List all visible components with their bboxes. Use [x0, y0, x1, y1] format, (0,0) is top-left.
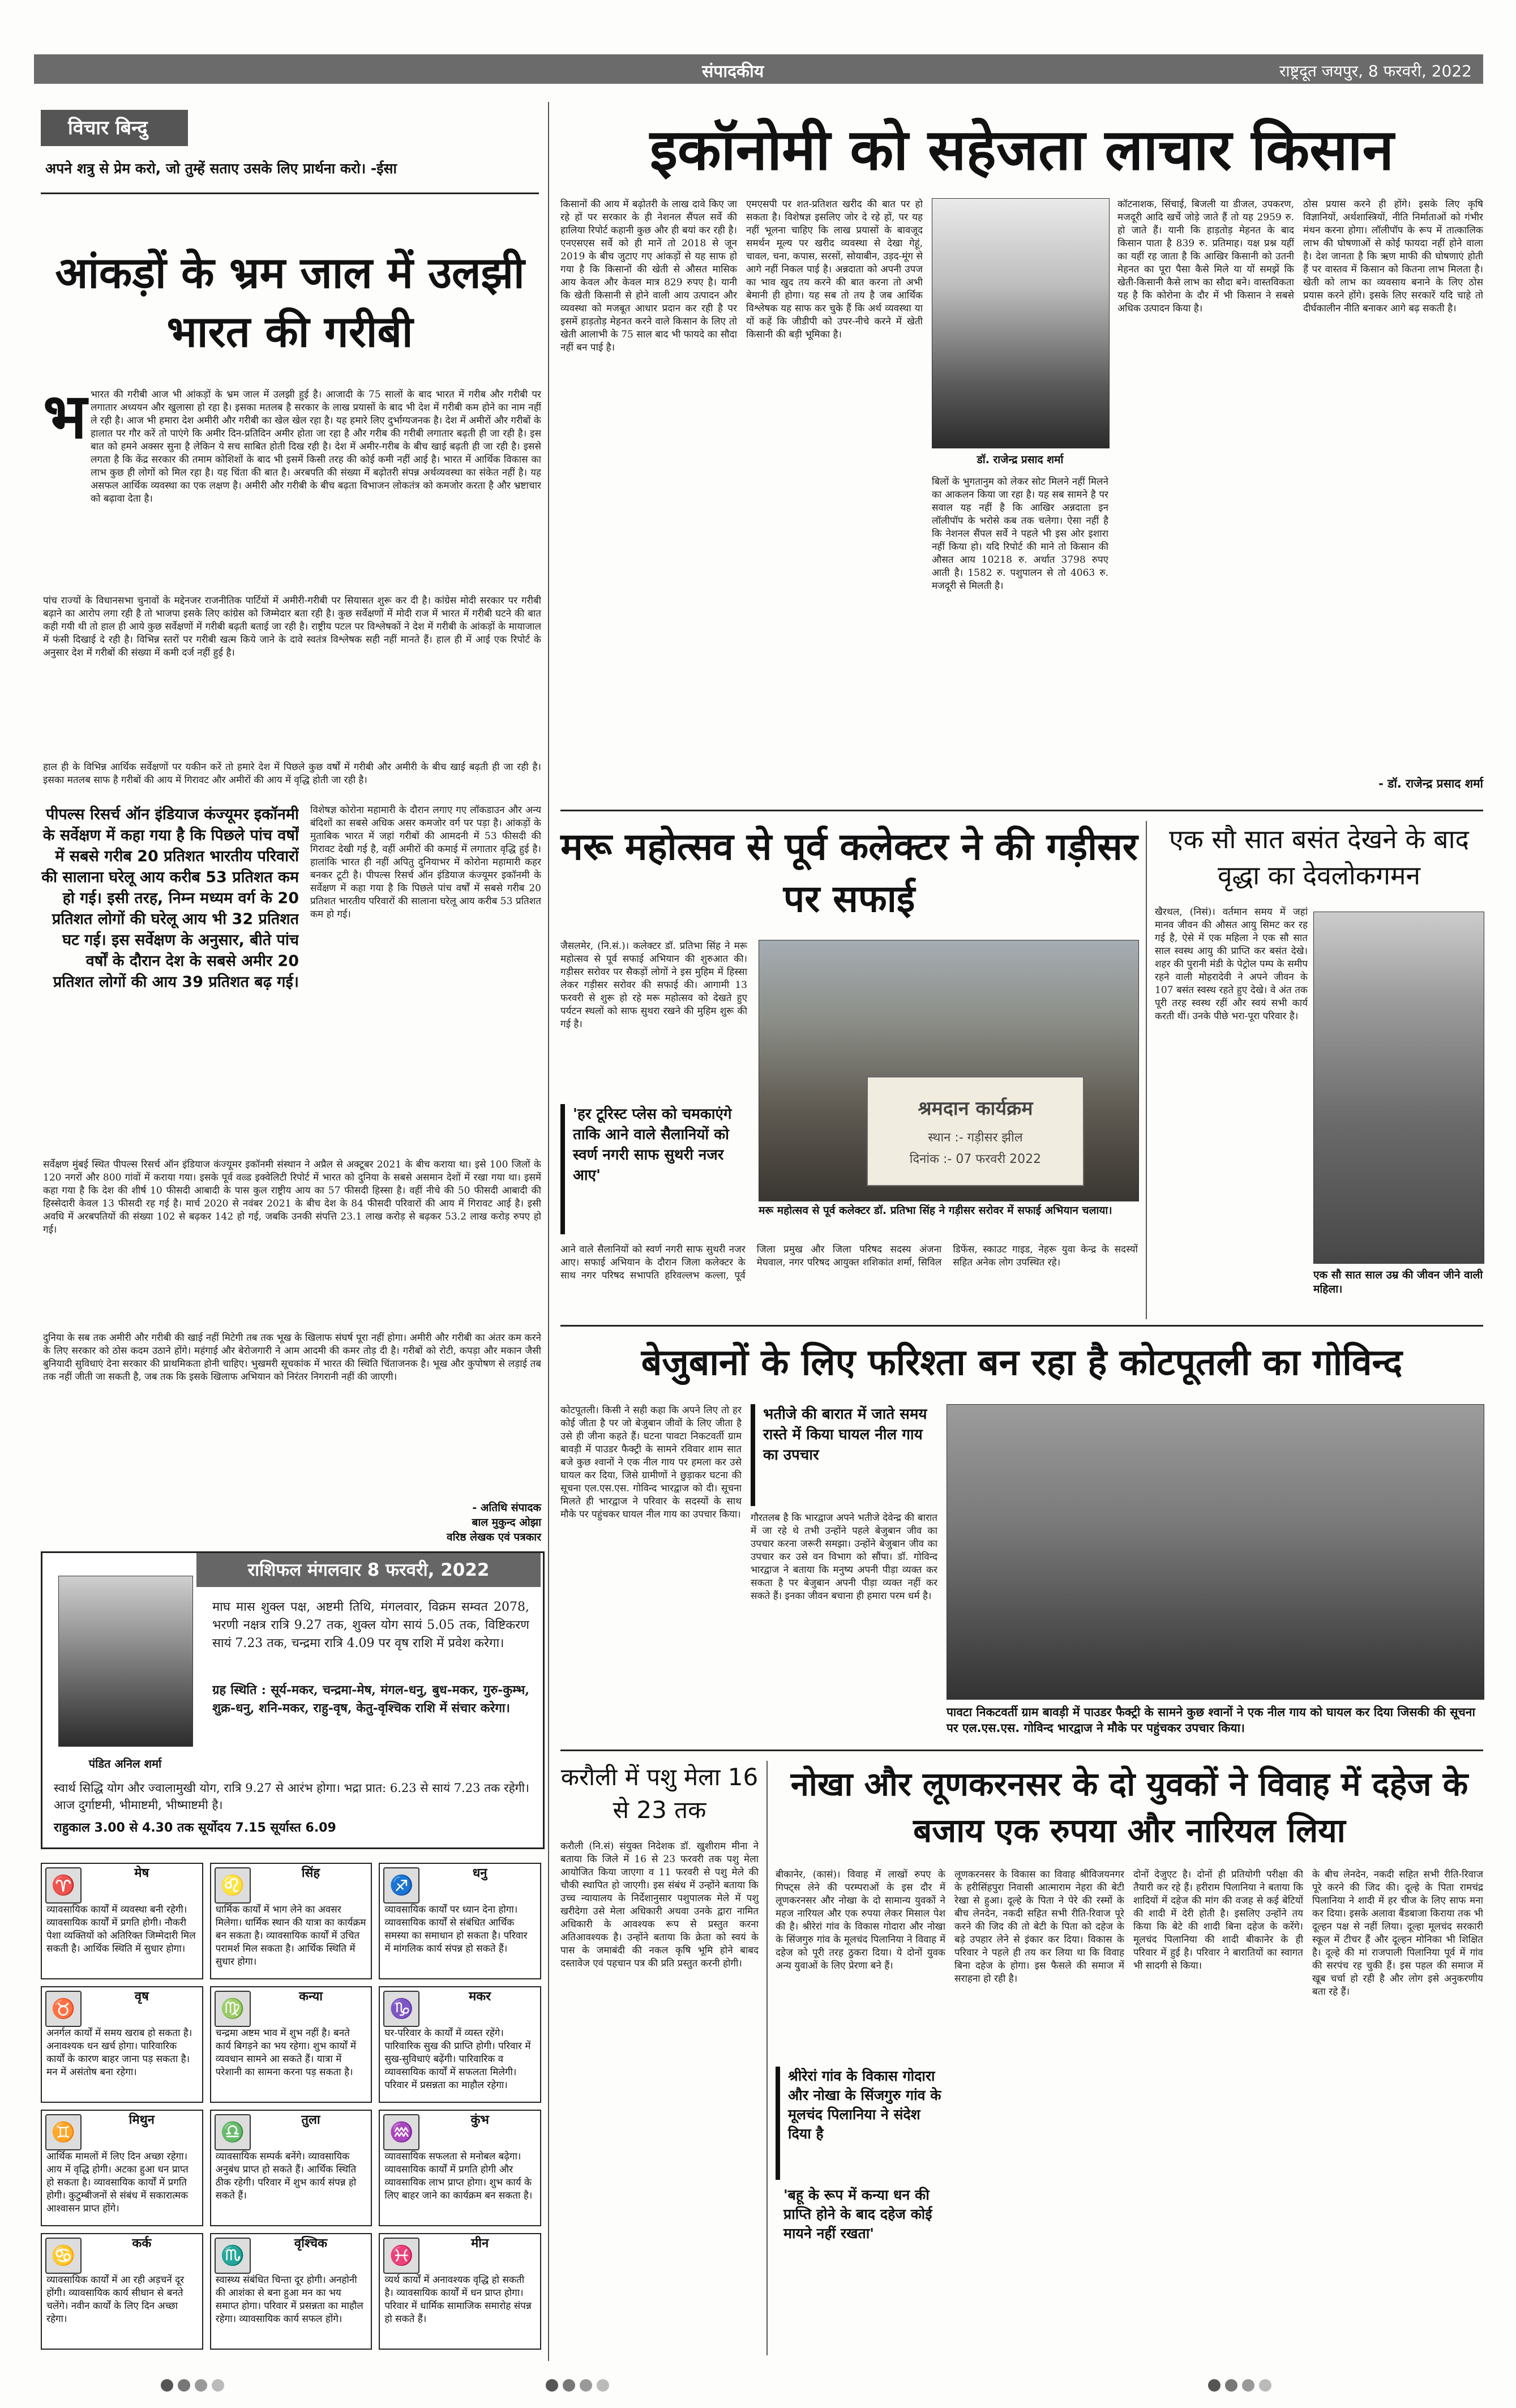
nokha-pullquote2: 'बहू के रूप में कन्या धन की प्राप्ति होने के बाद दहेज कोई मायने नहीं रखता': [783, 2187, 932, 2242]
editorial-para4: सर्वेक्षण मुंबई स्थित पीपल्स रिसर्च ऑन इंडियाज कंज्यूमर इकॉनमी संस्थान ने अप्रैल से अक्टूबर 2021 के बीच कराया था। इसे 100 जिलों के 120 नगरों और 800 गांवों में कराया गया। इसके पूर्व वल्र्ड इक्वेलिटी रिपोर्ट में भारत को दुनिया के सबसे असमान देशों में रखा गया था। इसमें कहा गया है कि देश की शीर्ष 10 फीसदी आबादी के पास कुल राष्ट्रीय आय का 57 फीसदी हिस्सा है। वहीं नीचे की 50 फीसदी आबादी की हिस्सेदारी केवल 13 फीसदी रह गई है। मार्च 2020 से नवंबर 2021 के बीच देश के 84 फीसदी परिवारों की आय में गिरावट आई है। इसी अवधि में अरबपतियों की संख्या 102 से बढ़कर 142 हो गई, जबकि उनकी संपत्ति 23.1 लाख करोड़ से बढ़कर 53.2 लाख करोड़ रुपए हो गई।: [43, 1159, 541, 1235]
farmer-col4: कॉटनाशक, सिंचाई, बिजली या डीजल, उपकरण, मजदूरी आदि खर्चे जोड़े जाते हैं तो यह 2959 रु. हो जाते हैं। यानी कि हाड़तोड़ मेहनत के बाद किसान पाता है 839 रु. प्रतिमाह। यक्ष प्रश्न यहीं का यहीं रह जाता है कि आखिर किसानी को उतनी मेहनत का पूरा पैसा कैसे मिले या यों समझें कि खेती-किसानी कैसे लाभ का सौदा बने। वास्तविकता यह है कि कोरोना के दौर में भी किसान ने सबसे अधिक उत्पादन किया है।: [1117, 199, 1294, 314]
capricorn-icon: ♑: [383, 1991, 419, 2027]
author-photo: [932, 198, 1110, 448]
govind-headline: बेजुबानों के लिए फरिश्ता बन रहा है कोटपूतली का गोविन्द: [641, 1342, 1403, 1384]
nokha-col4: के बीच लेनदेन, नकदी सहित सभी रीति-रिवाज पूरे करने की जिद की। दूल्हे के पिता रामचंद्र पिलानिया ने शादी में हर चीज के लिए साफ मना कर दिया। इसके अलावा बैंडबाजा किराया तक भी दूल्हन पक्ष से नहीं लिया। दूल्हा मूलचंद सरकारी स्कूल में टीचर हैं और दूल्हन मोनिका भी शिक्षित है। दूल्हे की मां राजपाली पिलानिया पूर्व में गांव की सरपंच रह चुकी हैं। इस पहल की समाज में खूब चर्चा हो रही है और लोग इसे अनुकरणीय बता रहे हैं।: [1312, 1869, 1483, 1998]
zodiac-cell: ♉ वृष अनर्गल कार्यों में समय खराब हो सकता है। अनावश्यक धन खर्च होगा। पारिवारिक कार्यों के कारण बाहर जाना पड़ सकता है। मन में असंतोष बना रहेगा।: [41, 1986, 203, 2103]
header-bar: [34, 54, 1483, 84]
maru-headline: मरू महोत्सव से पूर्व कलेक्टर ने की गड़ीसर पर सफाई: [560, 825, 1138, 921]
zodiac-cell: ♍ कन्या चन्द्रमा अष्टम भाव में शुभ नहीं है। बनते कार्य बिगड़ने का भय रहेगा। शुभ कार्यों में व्यवधान सामने आ सकते हैं। यात्रा में परेशानी का सामना करना पड़ सकता है।: [210, 1986, 372, 2103]
farmer-col2: एमएसपी पर शत-प्रतिशत खरीद की बात पर हो सकता है। विशेषज्ञ इसलिए जोर दे रहे हों, पर यह नहीं भूलना चाहिए कि लाख प्रयासों के बावजूद समर्थन मूल्य पर खरीद व्यवस्था से देखा गेहूं, चावल, चना, कपास, सरसों, सोयाबीन, उड़द-मूंग से आगे नहीं निकल पाई है। अन्नदाता को अपनी उपज का भाव खुद तय करने की बात करना तो अभी बेमानी ही होगा। यह सब तो तय है जब आर्थिक विश्लेषक यह साफ कर चुके हैं कि अर्थ व्यवस्था या यों कहें कि जीडीपी को उपर-नीचे करने में खेती किसानी की बड़ी भूमिका है।: [746, 199, 923, 340]
scorpio-icon: ♏: [215, 2238, 251, 2274]
maru-caption: मरू महोत्सव से पूर्व कलेक्टर डॉ. प्रतिभा सिंह ने गड़ीसर सरोवर में सफाई अभियान चलाया।: [759, 1204, 1112, 1217]
vichar-quote: अपने शत्रु से प्रेम करो, जो तुम्हें सताए उसके लिए प्रार्थना करो। -ईसा: [45, 160, 397, 177]
zodiac-cell: ♓ मीन व्यर्थ कार्यों में अनावश्यक वृद्धि हो सकती है। व्यावसायिक कार्यों में धन प्राप्त होगा। परिवार में धार्मिक सामाजिक समारोह संपन्न हो सकते हैं।: [379, 2233, 541, 2350]
vichar-label: विचार बिन्दु: [41, 110, 188, 146]
farmer-col3: बिलों के भुगतानुम को लेकर सोट मिलने नहीं मिलने का आकलन किया जा रहा है। यह सब सामने है पर सवाल यह नहीं है कि आखिर अन्नदाता इन लॉलीपॉप के भरोसे कब तक चलेगा। ऐसा नहीं है कि नेशनल सैंपल सर्वे ने पहले भी इस ओर इशारा नहीं किया हो। यदि रिपोर्ट की माने तो किसान की औसत आय 10218 रु. अर्थात 3798 रुपए आती है। 1582 रु. पशुपालन से तो 4063 रु. मजदूरी से मिलती है।: [932, 476, 1108, 592]
zodiac-cell: ♏ वृश्चिक स्वास्थ्य संबंधित चिन्ता दूर होगी। अनहोनी की आशंका से बना हुआ मन का भय समाप्त होगा। परिवार में प्रसन्नता का माहौल रहेगा। व्यावसायिक कार्य सफल होंगे।: [210, 2233, 372, 2350]
zodiac-cell: ♊ मिथुन आर्थिक मामलों में लिए दिन अच्छा रहेगा। आय में वृद्धि होगी। अटका हुआ धन प्राप्त हो सकता है। व्यावसायिक कार्यों में प्रगति होगी। कुटुम्बीजनों से संबंध में सकारात्मक आश्वासन प्राप्त होंगे।: [41, 2110, 203, 2226]
horoscope-intro: माघ मास शुक्ल पक्ष, अष्टमी तिथि, मंगलवार, विक्रम सम्वत 2078, भरणी नक्षत्र रात्रि 9.27 तक, शुक्ल योग सायं 5.05 तक, विष्टिकरण सायं 7.23 तक, चन्द्रमा रात्रि 4.09 पर वृष राशि में प्रवेश करेगा।: [212, 1600, 529, 1650]
editorial-headline: आंकड़ों के भ्रम जाल में उलझी भारत की गरीबी: [55, 247, 525, 357]
author-caption: डॉ. राजेन्द्र प्रसाद शर्मा: [977, 454, 1064, 466]
horoscope-title-bar: राशिफल मंगलवार 8 फरवरी, 2022: [196, 1553, 541, 1587]
editorial-signature: - अतिथि संपादक बाल मुकुन्द ओझा वरिष्ठ लेखक एवं पत्रकार: [447, 1502, 541, 1543]
pisces-icon: ♓: [383, 2238, 419, 2274]
gemini-icon: ♊: [45, 2114, 82, 2150]
horoscope-muhurat: स्वार्थ सिद्धि योग और ज्वालामुखी योग, रात्रि 9.27 से आरंभ होगा। भद्रा प्रात: 6.23 से सायं 7.23 तक रहेगी। आज दुर्गाष्टमी, भीमाष्टमी, भीष्माष्टमी है।: [54, 1781, 529, 1812]
sagittarius-icon: ♐: [383, 1867, 419, 1904]
virgo-icon: ♍: [215, 1991, 251, 2027]
vriddha-headline: एक सौ सात बसंत देखने के बाद वृद्धा का देवलोकगमन: [1169, 824, 1469, 891]
leo-icon: ♌: [215, 1867, 251, 1904]
taurus-icon: ♉: [45, 1991, 82, 2027]
farmer-col1: किसानों की आय में बढ़ोतरी के लाख दावे किए जा रहे हों पर सरकार के ही नेशनल सैंपल सर्वे की हालिया रिपोर्ट कहानी कुछ और ही बयां कर रही है। एनएसएस सर्वे को ही मानें तो 2018 से जून 2019 के बीच जुटाए गए आंकड़ों से यह साफ हो गया है कि किसानों की खेती से औसत मासिक आय केवल और केवल मात्र 829 रुपए है। यानी कि खेती किसानी से होने वाली आय उत्पादन और व्यवस्था को मजबूत आधार प्रदान कर रही है पर इसमें हाड़तोड़ मेहनत करने वाले किसान के लिए तो खेती आलाभी के 75 साल बाद भी फायदे का सौदा नहीं बन पाई है।: [560, 199, 737, 353]
color-dots-left: [159, 2379, 226, 2394]
karauli-headline: करौली में पशु मेला 16 से 23 तक: [560, 1763, 759, 1824]
govind-col1: कोटपूतली। किसी ने सही कहा कि अपने लिए तो हर कोई जीता है पर जो बेजुबान जीवों के लिए जीता है उसे ही जीना कहते हैं। घटना पावटा निकटवर्ती ग्राम बावड़ी में पाउडर फैक्ट्री के सामने रविवार शाम सात बजे कुछ श्वानों ने एक नील गाय पर हमला कर उसे घायल कर दिया, जिसे ग्रामीणों ने छुड़ाकर घटना की सूचना एल.एस.एस. गोविन्द भारद्वाज को दी। सूचना मिलते ही भारद्वाज ने परिवार के सदस्यों के साथ मौके पर पहुंचकर घायल नील गाय का उपचार किया।: [560, 1405, 742, 1520]
editorial-pullquote: पीपल्स रिसर्च ऑन इंडियाज कंज्यूमर इकॉनमी के सर्वेक्षण में कहा गया है कि पिछले पांच वर्षों में सबसे गरीब 20 प्रतिशत भारतीय परिवारों की सालाना घरेलू आय करीब 53 प्रतिशत कम हो गई। इसी तरह, निम्न मध्यम वर्ग के 20 प्रतिशत लोगों की घरेलू आय भी 32 प्रतिशत घट गई। इस सर्वेक्षण के अनुसार, बीते पांच वर्षों के दौरान देश के सबसे अमीर 20 प्रतिशत लोगों की आय 39 प्रतिशत बढ़ गई।: [41, 806, 299, 991]
pandit-name: पंडित अनिल शर्मा: [88, 1757, 162, 1770]
libra-icon: ♎: [215, 2114, 251, 2150]
aquarius-icon: ♒: [383, 2114, 419, 2150]
zodiac-cell: ♎ तुला व्यावसायिक सम्पर्क बनेंगे। व्यावसायिक अनुबंध प्राप्त हो सकते हैं। आर्थिक स्थिति ठीक रहेगी। परिवार में शुभ कार्य संपन्न हो सकते हैं।: [210, 2110, 372, 2226]
editorial-para1: भारत की गरीबी आज भी आंकड़ों के भ्रम जाल में उलझी हुई है। आजादी के 75 सालों के बाद भारत में गरीब और गरीबी पर लगातार अध्ययन और खुलासा हो रहा है। इसका मतलब है सरकार के लाख प्रयासों के बाद भी देश में गरीबी कम होने का नाम नहीं ले रही है। आज भी हमारा देश अमीरी और गरीबी का खेल खेल रहा है। यह हमारे लिए दुर्भाग्यजनक है। देश में अमीरों और गरीबों के हालात पर गौर करें तो पाएंगे कि अमीर दिन-प्रतिदिन अमीर होता जा रहा है और गरीब की गरीबी लगातार बढ़ती ही जा रही है। इस बात को हमने अक्सर सुना है लेकिन ये सच साबित होती दिख रही है। देश में अमीर-गरीब के बीच खाई बढ़ती ही जा रही है। इससे लगता है कि केंद्र सरकार की तमाम कोशिशों के बाद भी इसमें किसी तरह की कोई कमी नहीं आई है। भारत में आर्थिक विकास का लाभ कुछ ही लोगों को मिल रहा है। यह चिंता की बात है। अरबपति की संख्या में बढ़ोतरी संपन्न अर्थव्यवस्था का संकेत नहीं है। यह असफल आर्थिक व्यवस्था का एक लक्षण है। अमीरी और गरीबी के बीच बढ़ता विभाजन लोकतंत्र को कमजोर करता है और भ्रष्टाचार को बढ़ावा देता है।: [91, 389, 541, 504]
farmer-col5: ठोस प्रयास करने ही होंगे। इसके लिए कृषि विज्ञानियों, अर्थशास्त्रियों, नीति निर्माताओं को गंभीर मंथन करना होगा। लॉलीपॉप के रूप में तात्कालिक लाभ की घोषणाओं से कोई फायदा नहीं होने वाला है। देश जानता है कि ऋण माफी की घोषणाएं होती हैं पर वास्तव में किसान को कितना लाभ मिलता है। खेती को लाभ का व्यवसाय बनाने के लिए ठोस प्रयास करने होंगे। इसके लिए सरकारें यदि चाहे तो दीर्घकालीन नीति बनाकर आगे बढ़ सकती है।: [1303, 199, 1483, 314]
pandit-photo: [58, 1576, 193, 1747]
vriddha-caption: एक सौ सात साल उम्र की जीवन जीने वाली महिला।: [1313, 1269, 1483, 1295]
horoscope-rahu: राहुकाल 3.00 से 4.30 तक सूर्योदय 7.15 सूर्यास्त 6.09: [54, 1821, 336, 1835]
zodiac-cell: ♌ सिंह धार्मिक कार्यों में भाग लेने का अवसर मिलेगा। धार्मिक स्थान की यात्रा का कार्यक्रम बन सकता है। व्यावसायिक कार्यों में उचित परामर्श मिल सकता है। आर्थिक स्थिति में सुधार होगा।: [210, 1863, 372, 1979]
karauli-text: करौली (नि.सं) संयुक्त निदेशक डॉ. खुशीराम मीना ने बताया कि जिले में 16 से 23 फरवरी तक पशु मेला आयोजित किया जाएगा व 11 फरवरी से पशु मेले की चौकी स्थापित हो जाएगी। इस संबंध में उन्होंने बताया कि उच्च न्यायालय के निर्देशानुसार पशुपालक मेले में पशु खरीदेगा उसे मेला अधिकारी अथवा उनके द्वारा नामित अधिकारी के आवश्यक रूप से प्रस्तुत करना अतिआवश्यक है। उन्होंने बताया कि क्रेता को स्वयं के पास के जमाबंदी की नकल कृषि भूमि होने बाबद दस्तावेज एवं पहचान पत्र की प्रति प्रस्तुत करनी होगी।: [560, 1841, 759, 1969]
farmer-signature: - डॉ. राजेन्द्र प्रसाद शर्मा: [1378, 777, 1483, 790]
nokha-headline: नोखा और लूणकरनसर के दो युवकों ने विवाह में दहेज के बजाय एक रुपया और नारियल लिया: [790, 1765, 1468, 1850]
govind-pullquote: भतीजे की बारात में जाते समय रास्ते में किया घायल नील गाय का उपचार: [751, 1404, 937, 1506]
editorial-para5: दुनिया के सब तक अमीरी और गरीबी की खाई नहीं मिटेगी तब तक भूख के खिलाफ संघर्ष पूरा नहीं होगा। अमीरी और गरीबी का अंतर कम करने के लिए सरकार को ठोस कदम उठाने होंगे। महंगाई और बेरोजगारी ने आम आदमी की कमर तोड़ दी है। गरीबों को रोटी, कपड़ा और मकान जैसी बुनियादी सुविधाएं देना सरकार की प्राथमिकता होनी चाहिए। भुखमरी सूचकांक में भारत की स्थिति चिंताजनक है। भूख और कुपोषण से लड़ाई तब तक नहीं जीती जा सकती है, जब तक कि इसके खिलाफ अभियान को निरंतर निगरानी नहीं की जाएगी।: [43, 1332, 541, 1383]
maru-bottom: आने वाले सैलानियों को स्वर्ण नगरी साफ सुथरी नजर आए। सफाई अभियान के दौरान जिला कलेक्टर के साथ नगर परिषद सभापति हरिवल्लभ कल्ला, पूर्व जिला प्रमुख और जिला परिषद सदस्य अंजना मेघवाल, नगर परिषद आयुक्त शशिकांत शर्मा, सिविल डिफेंस, स्काउट गाइड, नेहरू युवा केन्द्र के सदस्यों सहित अनेक लोग उपस्थित रहे।: [560, 1244, 1138, 1281]
nokha-pullquote1: श्रीरेरां गांव के विकास गोदारा और नोखा के सिंजगुरु गांव के मूलचंद पिलानिया ने संदेश दिया है: [776, 2067, 945, 2180]
nokha-col2: लूणकरनसर के विकास का विवाह श्रीविजयनगर के हरीसिंहपुरा निवासी आत्माराम नेहरा की बेटी रेखा से हुआ। दूल्हे के पिता ने पेरे की रस्मों के बीच लेनदेन, नकदी सहित सभी रीति-रिवाज पूरे करने की जिद की तो बेटी के पिता को दहेज के बड़े उपहार लेने से इंकार कर दिया। विकास के परिवार ने पहले ही तय कर लिया था कि विवाह बिना दहेज के होगा। इस फैसले की समाज में सराहना हो रही है।: [954, 1869, 1124, 1984]
govind-caption: पावटा निकटवर्ती ग्राम बावड़ी में पाउडर फैक्ट्री के सामने कुछ श्वानों ने एक नील गाय को घायल कर दिया जिसकी की सूचना पर एल.एस.एस. गोविन्द भारद्वाज ने मौके पर पहुंचकर उपचार किया।: [947, 1705, 1475, 1735]
horoscope-grah: ग्रह स्थिति : सूर्य-मकर, चन्द्रमा-मेष, मंगल-धनु, बुध-मकर, गुरु-कुम्भ, शुक्र-धनु, शनि-मकर, राहु-वृष, केतु-वृश्चिक राशि में संचार करेगा।: [212, 1683, 529, 1716]
color-dots-right: [1206, 2379, 1274, 2394]
zodiac-cell: ♑ मकर घर-परिवार के कार्यों में व्यस्त रहेंगे। पारिवारिक सुख की प्राप्ति होगी। परिवार में सुख-सुविधाएं बढ़ेंगी। पारिवारिक व व्यावसायिक कार्यों में सफलता मिलेगी। परिवार में प्रसन्नता का माहौल रहेगा।: [379, 1986, 541, 2103]
maru-col1: जैसलमेर, (नि.सं.)। कलेक्टर डॉ. प्रतिभा सिंह ने मरू महोत्सव से पूर्व सफाई अभियान की शुरुआत की। गड़ीसर सरोवर पर सैकड़ों लोगों ने इस मुहिम में हिस्सा लेकर गड़ीसर सरोवर की सफाई की। आगामी 13 फरवरी से शुरू हो रहे मरू महोत्सव को देखते हुए पर्यटन स्थलों को साफ सुथरा रखने की मुहिम शुरू की गई है।: [560, 940, 747, 1030]
farmer-headline: इकॉनोमी को सहेजता लाचार किसान: [649, 117, 1394, 183]
maru-pullquote: 'हर टूरिस्ट प्लेस को चमकाएंगे ताकि आने वाले सैलानियों को स्वर्ण नगरी साफ सुथरी नजर आए': [560, 1104, 747, 1234]
nokha-col1: बीकानेर, (कासं)। विवाह में लाखों रुपए के गिफ्ट्स लेने की परम्पराओं के इस दौर में लूणकरनसर और नोखा के दो सामान्य युवकों ने महज नारियल और एक रुपया लेकर मिसाल पेश की है। श्रीरेरां गांव के विकास गोदारा और नोखा के सिंजगुरु गांव के मूलचंद पिलानिया ने विवाह में दहेज को पूरी तरह ठुकरा दिया। ये दोनों युवक अन्य युवाओं के लिए प्रेरणा बने हैं।: [776, 1869, 945, 1971]
drop-cap: भ: [43, 380, 87, 452]
zodiac-cell: ♒ कुंभ व्यावसायिक सफलता से मनोबल बढ़ेगा। व्यावसायिक कार्यों में प्रगति होगी और व्यावसायिक लाभ प्राप्त होगा। शुभ कार्य के लिए बाहर जाने का कार्यक्रम बन सकता है।: [379, 2110, 541, 2226]
vriddha-photo: [1313, 912, 1484, 1264]
maru-photo: [759, 940, 1139, 1201]
zodiac-cell: ♐ धनु व्यावसायिक कार्यों पर ध्यान देना होगा। व्यावसायिक कार्यों से संबंधित आर्थिक समस्या का समाधान हो सकता है। परिवार में मांगलिक कार्य संपन्न हो सकते हैं।: [379, 1863, 541, 1979]
govind-photo: [947, 1404, 1484, 1700]
vriddha-text: खैरथल, (निसं)। वर्तमान समय में जहां मानव जीवन की औसत आयु सिमट कर रह गई है, ऐसे में एक महिला ने एक सौ सात साल स्वस्थ आयु की प्राप्ति कर बसंत देखे। शहर की पुरानी मंडी के पेट्रोल पम्प के समीप रहने वाली मोहरादेवी ने अपने जीवन के 107 बसंत स्वस्थ रहते हुए देखे। वे अंत तक पूरी तरह स्वस्थ रहीं और स्वयं सभी कार्य करती थीं। उनके पीछे भरा-पूरा परिवार है।: [1155, 906, 1308, 1022]
zodiac-grid: [41, 1863, 541, 2350]
govind-col2: गौरतलब है कि भारद्वाज अपने भतीजे देवेन्द्र की बारात में जा रहे थे तभी उन्होंने पहले बेजुबान जीव का उपचार करना जरूरी समझा। उन्होंने बेजुबान जीव का उपचार कर उसे वन विभाग को सौंपा। डॉ. गोविन्द भारद्वाज ने बताया कि मनुष्य अपनी पीड़ा व्यक्त कर सकता है पर बेजुबान अपनी पीड़ा व्यक्त नहीं कर सकते हैं। इनका जीवन बचाना ही हमारा परम धर्म है।: [751, 1512, 937, 1602]
horoscope-header-box: [41, 1551, 545, 1849]
color-dots-mid: [543, 2379, 611, 2394]
nokha-col3: दोनों देजुएट है। दोनों ही प्रतियोगी परीक्षा की तैयारी कर रहे हैं। हरीराम पिलानिया ने बताया कि शादियों में दहेज की मांग की वजह से कई बेटियों की शादी में देरी होती है। इसलिए उन्होंने तय किया कि बेटे की शादी बिना दहेज के करेंगे। मूलचंद पिलानिया की शादी बीकानेर के ही परिवार में हुई है। परिवार ने बारातियों का स्वागत भी सादगी से किया।: [1133, 1869, 1303, 1971]
issue-date: राष्ट्रदूत जयपुर, 8 फरवरी, 2022: [1279, 62, 1472, 80]
zodiac-cell: ♈ मेष व्यावसायिक कार्यों में व्यवस्था बनी रहेगी। व्यावसायिक कार्यों में प्रगति होगी। नौकरी पेशा व्यक्तियों को अतिरिक्त जिम्मेदारी मिल सकती है। आर्थिक स्थिति में सुधार होगा।: [41, 1863, 203, 1979]
cancer-icon: ♋: [45, 2238, 82, 2274]
editorial-para2: पांच राज्यों के विधानसभा चुनावों के मद्देनजर राजनीतिक पार्टियों में अमीरी-गरीबी पर सियासत शुरू कर दी है। कांग्रेस मोदी सरकार पर गरीबी बढ़ाने का आरोप लगा रही है तो भाजपा इसके लिए कांग्रेस को जिम्मेदार बता रही है। कुछ सर्वेक्षणों में मोदी राज में भारत में गरीबी घटने की बात कही गयी थी तो हाल ही आये कुछ सर्वेक्षणों में गरीबी बढ़ती बताई जा रही है। राष्ट्रीय पटल पर विश्लेषकों ने देश में गरीबी के आंकड़ों के मायाजाल में फंसी दिखाई दे रही है। विभिन्न स्तरों पर गरीबी खत्म किये जाने के दावे स्वतंत्र विश्लेषक सही नहीं मानते हैं। हाल ही में आई एक रिपोर्ट के अनुसार देश में गरीबों की संख्या में कमी दर्ज नहीं हुई है।: [43, 595, 541, 658]
aries-icon: ♈: [45, 1867, 82, 1904]
section-title: संपादकीय: [702, 62, 764, 82]
zodiac-cell: ♋ कर्क व्यावसायिक कार्यों में आ रही अड़चनें दूर होंगी। व्यावसायिक कार्य सीधान से बनते चलेंगे। नवीन कार्यों के लिए दिन अच्छा रहेगा।: [41, 2233, 203, 2350]
footer-registration: [0, 2376, 1516, 2398]
editorial-sidecol: विशेषज्ञ कोरोना महामारी के दौरान लगाए गए लॉकडाउन और अन्य बंदिशों का सबसे अधिक असर कमजोर वर्ग पर पड़ा है। आंकड़ों के मुताबिक भारत में जहां गरीबों की आमदनी में 53 फीसदी की गिरावट देखी गई है, वहीं अमीरों की कमाई में लगातार वृद्धि हुई है। हालांकि भारत ही नहीं अपितु दुनियाभर में कोरोना महामारी कहर बनकर टूटी है। पीपल्स रिसर्च ऑन इंडियाज कंज्यूमर इकॉनमी के सर्वेक्षण में कहा गया है कि पिछले पांच वर्षों में सबसे गरीब 20 प्रतिशत भारतीय परिवारों की सालाना घरेलू आय करीब 53 प्रतिशत कम हो गई।: [310, 805, 541, 920]
shramdaan-banner: श्रमदान कार्यक्रम स्थान :- गड़ीसर झील दिनांक :- 07 फरवरी 2022: [867, 1076, 1084, 1186]
editorial-para3: हाल ही के विभिन्न आर्थिक सर्वेक्षणों पर यकीन करें तो हमारे देश में पिछले कुछ वर्षों में गरीबी और अमीरी के बीच खाई बढ़ती ही जा रही है। इसका मतलब साफ है गरीबों की आय में गिरावट और अमीरों की आय में वृद्धि होती जा रही है।: [43, 762, 541, 786]
